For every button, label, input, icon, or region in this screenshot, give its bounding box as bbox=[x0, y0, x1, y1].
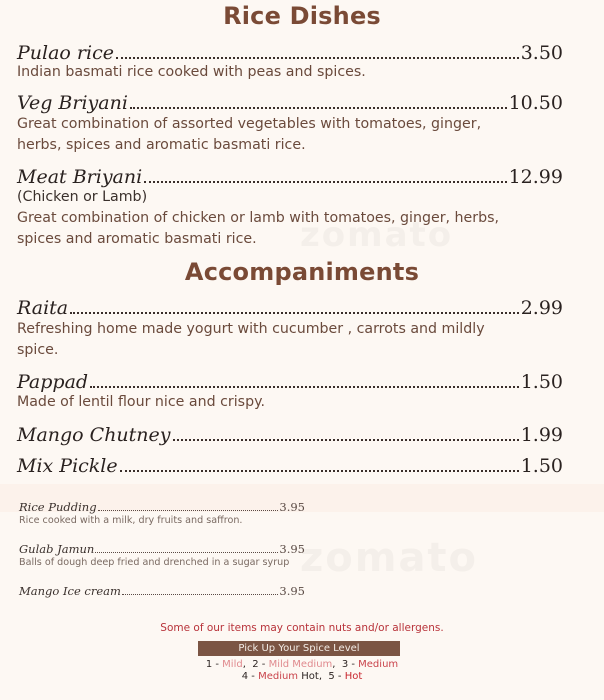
item-name: Pappad bbox=[17, 371, 89, 393]
item-subtitle: (Chicken or Lamb) bbox=[17, 189, 148, 205]
dot-leader bbox=[122, 594, 278, 595]
dot-leader bbox=[173, 439, 519, 441]
spice-levels-line-2 bbox=[0, 671, 604, 683]
item-description: herbs, spices and aromatic basmati rice. bbox=[17, 137, 306, 153]
menu-item-mix-pickle bbox=[17, 453, 563, 477]
watermark: zomato bbox=[300, 215, 454, 255]
item-name: Mango Ice cream bbox=[19, 584, 121, 598]
spice-level-num: 2 - bbox=[252, 659, 269, 670]
item-price: 12.99 bbox=[508, 166, 563, 188]
watermark: zomato bbox=[300, 535, 479, 581]
spice-level-hot: Hot bbox=[344, 671, 363, 682]
spice-level-mild-medium: Mild Medium bbox=[268, 659, 333, 670]
spice-levels-line-1 bbox=[0, 659, 604, 671]
spice-level-num: 3 - bbox=[341, 659, 359, 670]
item-price: 3.95 bbox=[279, 584, 305, 598]
dot-leader bbox=[98, 510, 279, 511]
item-price: 3.95 bbox=[279, 542, 305, 556]
dot-leader bbox=[120, 470, 519, 472]
spice-level-mild: Mild bbox=[222, 659, 243, 670]
item-description: Indian basmati rice cooked with peas and spices. bbox=[17, 64, 366, 80]
item-price: 3.50 bbox=[520, 42, 563, 64]
item-name: Mango Chutney bbox=[17, 424, 171, 446]
spice-level-banner: Pick Up Your Spice Level bbox=[198, 641, 400, 656]
separator: , bbox=[332, 659, 342, 670]
item-price: 1.50 bbox=[520, 371, 563, 393]
dessert-description: Balls of dough deep fried and drenched in a sugar syrup bbox=[19, 557, 290, 568]
item-price: 2.99 bbox=[520, 297, 563, 319]
item-price: 1.50 bbox=[520, 455, 563, 477]
menu-item-veg-briyani bbox=[17, 90, 563, 114]
dot-leader bbox=[95, 552, 278, 553]
dessert-item-mango-ice-cream bbox=[19, 582, 305, 598]
spice-level-medium: Medium bbox=[358, 659, 399, 670]
separator: , bbox=[318, 671, 329, 682]
item-description: Great combination of assorted vegetables with tomatoes, ginger, bbox=[17, 116, 482, 132]
item-description: Refreshing home made yogurt with cucumber , carrots and mildly bbox=[17, 321, 485, 337]
dot-leader bbox=[130, 107, 507, 109]
dessert-item-rice-pudding bbox=[19, 498, 305, 514]
item-description: spice. bbox=[17, 342, 59, 358]
menu-item-mango-chutney bbox=[17, 422, 563, 446]
item-name: Veg Briyani bbox=[17, 92, 128, 114]
menu-item-pulao-rice bbox=[17, 40, 563, 64]
item-description: Made of lentil flour nice and crispy. bbox=[17, 394, 265, 410]
dot-leader bbox=[70, 312, 519, 314]
spice-level-extra: Hot bbox=[298, 671, 319, 682]
item-name: Raita bbox=[17, 297, 69, 319]
dessert-item-gulab-jamun bbox=[19, 540, 305, 556]
item-price: 10.50 bbox=[508, 92, 563, 114]
item-name: Mix Pickle bbox=[17, 455, 118, 477]
dot-leader bbox=[116, 57, 519, 59]
spice-level-medium-hot: Medium bbox=[258, 671, 299, 682]
spice-level-num: 4 - bbox=[241, 671, 259, 682]
item-name: Meat Briyani bbox=[17, 166, 143, 188]
item-name: Rice Pudding bbox=[19, 500, 97, 514]
section-title-rice-dishes: Rice Dishes bbox=[223, 2, 381, 30]
separator: , bbox=[242, 659, 253, 670]
item-description: Great combination of chicken or lamb with tomatoes, ginger, herbs, bbox=[17, 210, 500, 226]
item-name: Gulab Jamun bbox=[19, 542, 95, 556]
section-title-accompaniments: Accompaniments bbox=[184, 258, 420, 286]
menu-item-pappad bbox=[17, 369, 563, 393]
menu-item-raita bbox=[17, 295, 563, 319]
item-name: Pulao rice bbox=[17, 42, 114, 64]
spice-level-num: 1 - bbox=[205, 659, 223, 670]
spice-level-num: 5 - bbox=[328, 671, 345, 682]
dot-leader bbox=[144, 181, 506, 183]
item-description: spices and aromatic basmati rice. bbox=[17, 231, 257, 247]
menu-item-meat-briyani bbox=[17, 164, 563, 188]
item-price: 1.99 bbox=[520, 424, 563, 446]
dot-leader bbox=[90, 386, 519, 388]
allergen-notice: Some of our items may contain nuts and/or allergens. bbox=[160, 622, 444, 634]
dessert-description: Rice cooked with a milk, dry fruits and saffron. bbox=[19, 515, 243, 526]
item-price: 3.95 bbox=[279, 500, 305, 514]
